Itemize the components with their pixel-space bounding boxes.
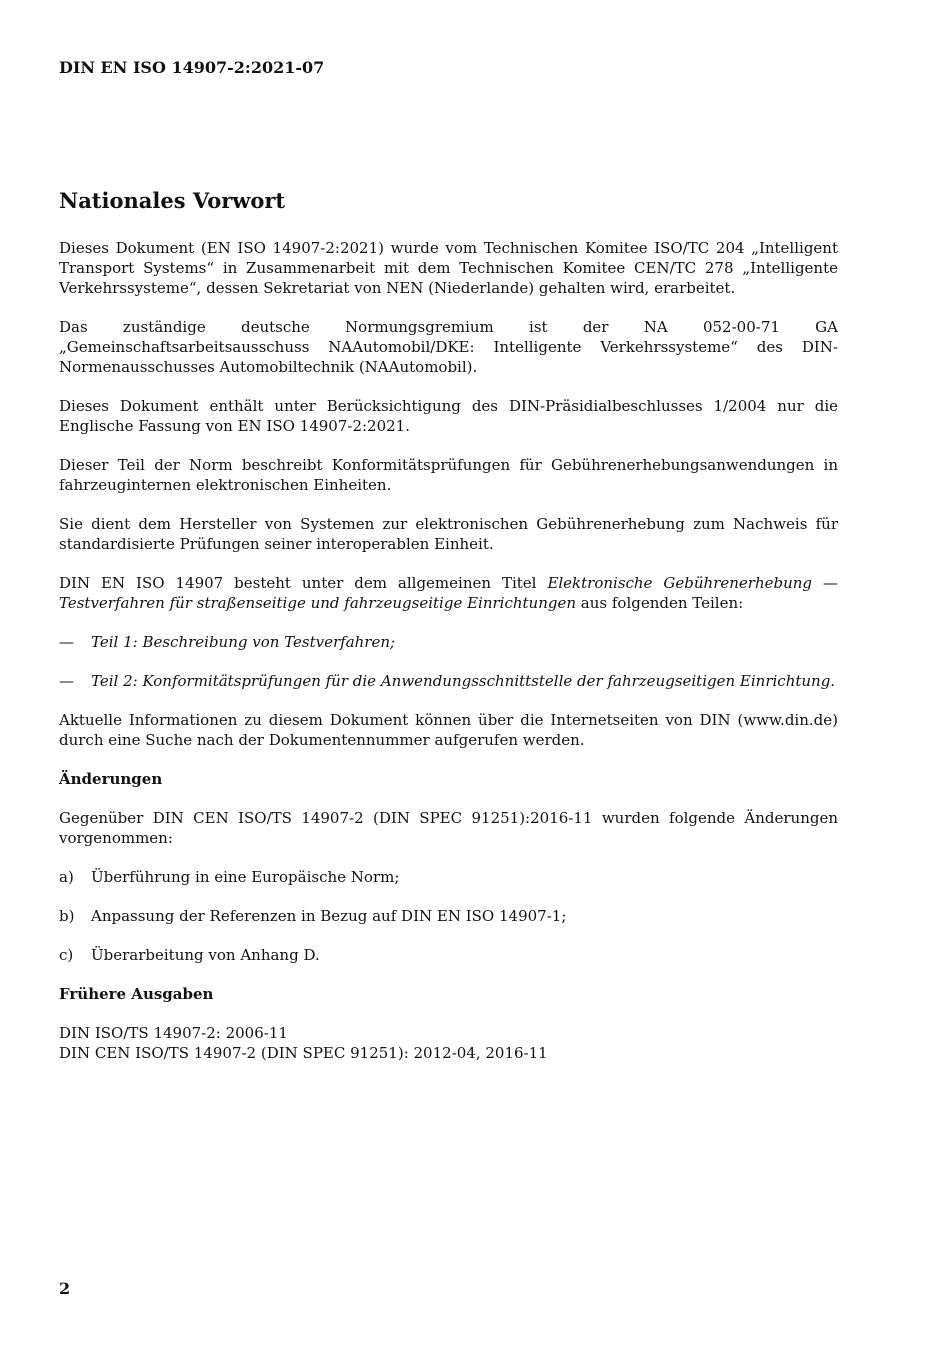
document-id-header: DIN EN ISO 14907-2:2021-07 xyxy=(59,58,325,77)
series-title-italic: Elektronische Gebührenerhebung — Testverfahren für straßenseitige und fahrzeugseitige Einrichtungen xyxy=(59,574,838,612)
dash-marker: — xyxy=(59,672,74,690)
list-item-part-1 xyxy=(59,632,838,652)
list-item-change-c xyxy=(59,945,838,965)
paragraph-committee: Dieses Dokument (EN ISO 14907-2:2021) wurde vom Technischen Komitee ISO/TC 204 „Intelligent Transport Systems“ in Zusammenarbeit mit dem Technischen Komitee CEN/TC 278 „Intelligente Verkehrssysteme“, dessen Sekretariat von NEN (Niederlande) gehalten wird, erarbeitet. xyxy=(59,239,838,297)
part-1-text: Teil 1: Beschreibung von Testverfahren; xyxy=(91,633,396,651)
paragraph-series-title xyxy=(59,573,838,613)
list-item-change-a xyxy=(59,867,838,887)
page-number: 2 xyxy=(59,1279,71,1298)
paragraph-language-version: Dieses Dokument enthält unter Berücksichtigung des DIN-Präsidialbeschlusses 1/2004 nur die Englische Fassung von EN ISO 14907-2:2021. xyxy=(59,397,838,435)
previous-edition-line-1: DIN ISO/TS 14907-2: 2006-11 xyxy=(59,1024,288,1042)
paragraph-purpose: Sie dient dem Hersteller von Systemen zur elektronischen Gebührenerhebung zum Nachweis für standardisierte Prüfungen seiner interoperablen Einheit. xyxy=(59,515,838,553)
change-a-text: Überführung in eine Europäische Norm; xyxy=(91,868,400,886)
previous-edition-line-2: DIN CEN ISO/TS 14907-2 (DIN SPEC 91251): 2012-04, 2016-11 xyxy=(59,1044,548,1062)
dash-marker: — xyxy=(59,633,74,651)
series-outro-text: aus folgenden Teilen: xyxy=(576,594,744,612)
list-marker-b: b) xyxy=(59,907,75,925)
paragraph-scope: Dieser Teil der Norm beschreibt Konformitätsprüfungen für Gebührenerhebungsanwendungen in fahrzeuginternen elektronischen Einheiten. xyxy=(59,456,838,494)
list-item-change-b xyxy=(59,906,838,926)
previous-editions-heading: Frühere Ausgaben xyxy=(59,985,214,1003)
change-c-text: Überarbeitung von Anhang D. xyxy=(91,946,320,964)
foreword-body xyxy=(59,238,838,1063)
changes-intro: Gegenüber DIN CEN ISO/TS 14907-2 (DIN SPEC 91251):2016-11 wurden folgende Änderungen vorgenommen: xyxy=(59,809,838,847)
series-intro-text: DIN EN ISO 14907 besteht unter dem allgemeinen Titel xyxy=(59,574,548,592)
paragraph-responsible-body: Das zuständige deutsche Normungsgremium ist der NA 052-00-71 GA „Gemeinschaftsarbeitsausschuss NAAutomobil/DKE: Intelligente Verkehrssysteme“ des DIN-Normenausschusses Automobiltechnik (NAAutomobil). xyxy=(59,318,838,376)
previous-editions-list xyxy=(59,1023,838,1063)
list-item-part-2 xyxy=(59,671,838,691)
part-2-text: Teil 2: Konformitätsprüfungen für die Anwendungsschnittstelle der fahrzeugseitigen Einrichtung. xyxy=(91,672,836,690)
list-marker-c: c) xyxy=(59,946,74,964)
change-b-text: Anpassung der Referenzen in Bezug auf DIN EN ISO 14907-1; xyxy=(91,907,567,925)
page-title: Nationales Vorwort xyxy=(59,188,286,213)
list-marker-a: a) xyxy=(59,868,74,886)
paragraph-current-info: Aktuelle Informationen zu diesem Dokument können über die Internetseiten von DIN (www.din.de) durch eine Suche nach der Dokumentennummer aufgerufen werden. xyxy=(59,711,838,749)
changes-heading: Änderungen xyxy=(59,770,163,788)
